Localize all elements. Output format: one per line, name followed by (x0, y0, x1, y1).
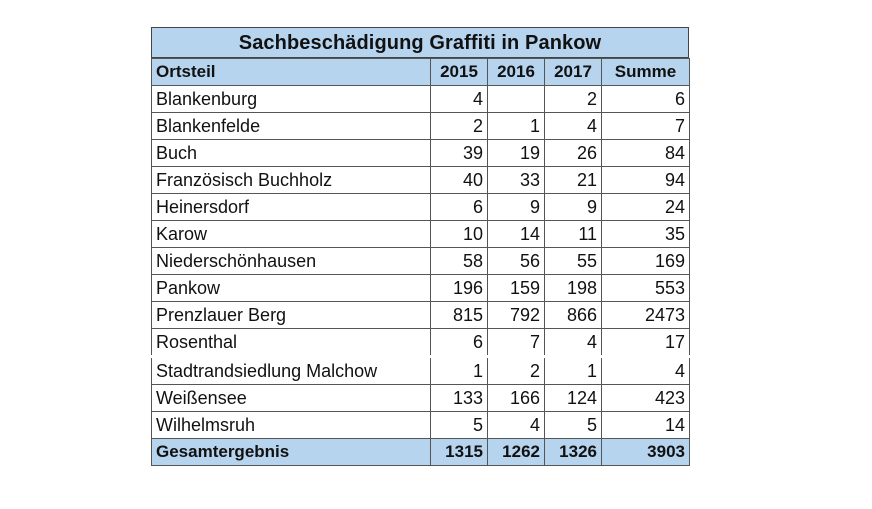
cell-ortsteil: Wilhelmsruh (152, 412, 431, 439)
cell-summe: 2473 (602, 302, 690, 329)
cell-ortsteil: Heinersdorf (152, 194, 431, 221)
table-row (152, 275, 690, 302)
cell-2016: 159 (488, 275, 545, 302)
cell-2017: 9 (545, 194, 602, 221)
cell-ortsteil: Prenzlauer Berg (152, 302, 431, 329)
cell-2017: 866 (545, 302, 602, 329)
cell-2016: 792 (488, 302, 545, 329)
table-row (152, 113, 690, 140)
cell-2016: 19 (488, 140, 545, 167)
total-row (152, 439, 690, 466)
cell-2017: 4 (545, 329, 602, 357)
cell-summe: 35 (602, 221, 690, 248)
cell-2015: 40 (431, 167, 488, 194)
cell-summe: 423 (602, 385, 690, 412)
header-2015: 2015 (431, 59, 488, 86)
cell-2016 (488, 86, 545, 113)
header-2016: 2016 (488, 59, 545, 86)
header-2017: 2017 (545, 59, 602, 86)
table-row (152, 357, 690, 385)
data-table (151, 58, 690, 466)
total-summe: 3903 (602, 439, 690, 466)
table-row (152, 385, 690, 412)
total-2015: 1315 (431, 439, 488, 466)
cell-summe: 4 (602, 357, 690, 385)
header-summe: Summe (602, 59, 690, 86)
cell-2015: 58 (431, 248, 488, 275)
cell-ortsteil: Französisch Buchholz (152, 167, 431, 194)
cell-2015: 133 (431, 385, 488, 412)
cell-summe: 553 (602, 275, 690, 302)
cell-2016: 166 (488, 385, 545, 412)
cell-summe: 14 (602, 412, 690, 439)
cell-summe: 94 (602, 167, 690, 194)
cell-ortsteil: Pankow (152, 275, 431, 302)
cell-2016: 56 (488, 248, 545, 275)
cell-2015: 10 (431, 221, 488, 248)
cell-2017: 4 (545, 113, 602, 140)
header-row (152, 59, 690, 86)
graffiti-table (151, 27, 689, 466)
cell-ortsteil: Stadtrandsiedlung Malchow (152, 357, 431, 385)
table-title: Sachbeschädigung Graffiti in Pankow (151, 27, 689, 58)
cell-2015: 4 (431, 86, 488, 113)
cell-2017: 26 (545, 140, 602, 167)
cell-summe: 84 (602, 140, 690, 167)
table-row (152, 86, 690, 113)
total-2017: 1326 (545, 439, 602, 466)
cell-2016: 1 (488, 113, 545, 140)
cell-2016: 2 (488, 357, 545, 385)
cell-summe: 24 (602, 194, 690, 221)
cell-summe: 7 (602, 113, 690, 140)
table-row (152, 329, 690, 357)
cell-2015: 815 (431, 302, 488, 329)
cell-ortsteil: Karow (152, 221, 431, 248)
cell-2015: 2 (431, 113, 488, 140)
cell-summe: 169 (602, 248, 690, 275)
cell-ortsteil: Blankenburg (152, 86, 431, 113)
cell-2015: 196 (431, 275, 488, 302)
cell-summe: 17 (602, 329, 690, 357)
cell-2016: 33 (488, 167, 545, 194)
total-label: Gesamtergebnis (152, 439, 431, 466)
table-row (152, 140, 690, 167)
cell-2017: 11 (545, 221, 602, 248)
table-row (152, 412, 690, 439)
cell-2017: 1 (545, 357, 602, 385)
cell-ortsteil: Rosenthal (152, 329, 431, 357)
header-ortsteil: Ortsteil (152, 59, 431, 86)
table-row (152, 167, 690, 194)
cell-2017: 198 (545, 275, 602, 302)
cell-2016: 4 (488, 412, 545, 439)
total-2016: 1262 (488, 439, 545, 466)
cell-2015: 39 (431, 140, 488, 167)
cell-2017: 2 (545, 86, 602, 113)
table-row (152, 248, 690, 275)
table-row (152, 221, 690, 248)
cell-2015: 1 (431, 357, 488, 385)
cell-ortsteil: Niederschönhausen (152, 248, 431, 275)
cell-2016: 14 (488, 221, 545, 248)
cell-2017: 21 (545, 167, 602, 194)
cell-2017: 55 (545, 248, 602, 275)
cell-2015: 5 (431, 412, 488, 439)
cell-2016: 9 (488, 194, 545, 221)
cell-ortsteil: Buch (152, 140, 431, 167)
cell-summe: 6 (602, 86, 690, 113)
cell-2017: 124 (545, 385, 602, 412)
cell-ortsteil: Weißensee (152, 385, 431, 412)
cell-2016: 7 (488, 329, 545, 357)
cell-2017: 5 (545, 412, 602, 439)
cell-2015: 6 (431, 329, 488, 357)
table-row (152, 194, 690, 221)
cell-ortsteil: Blankenfelde (152, 113, 431, 140)
cell-2015: 6 (431, 194, 488, 221)
table-row (152, 302, 690, 329)
